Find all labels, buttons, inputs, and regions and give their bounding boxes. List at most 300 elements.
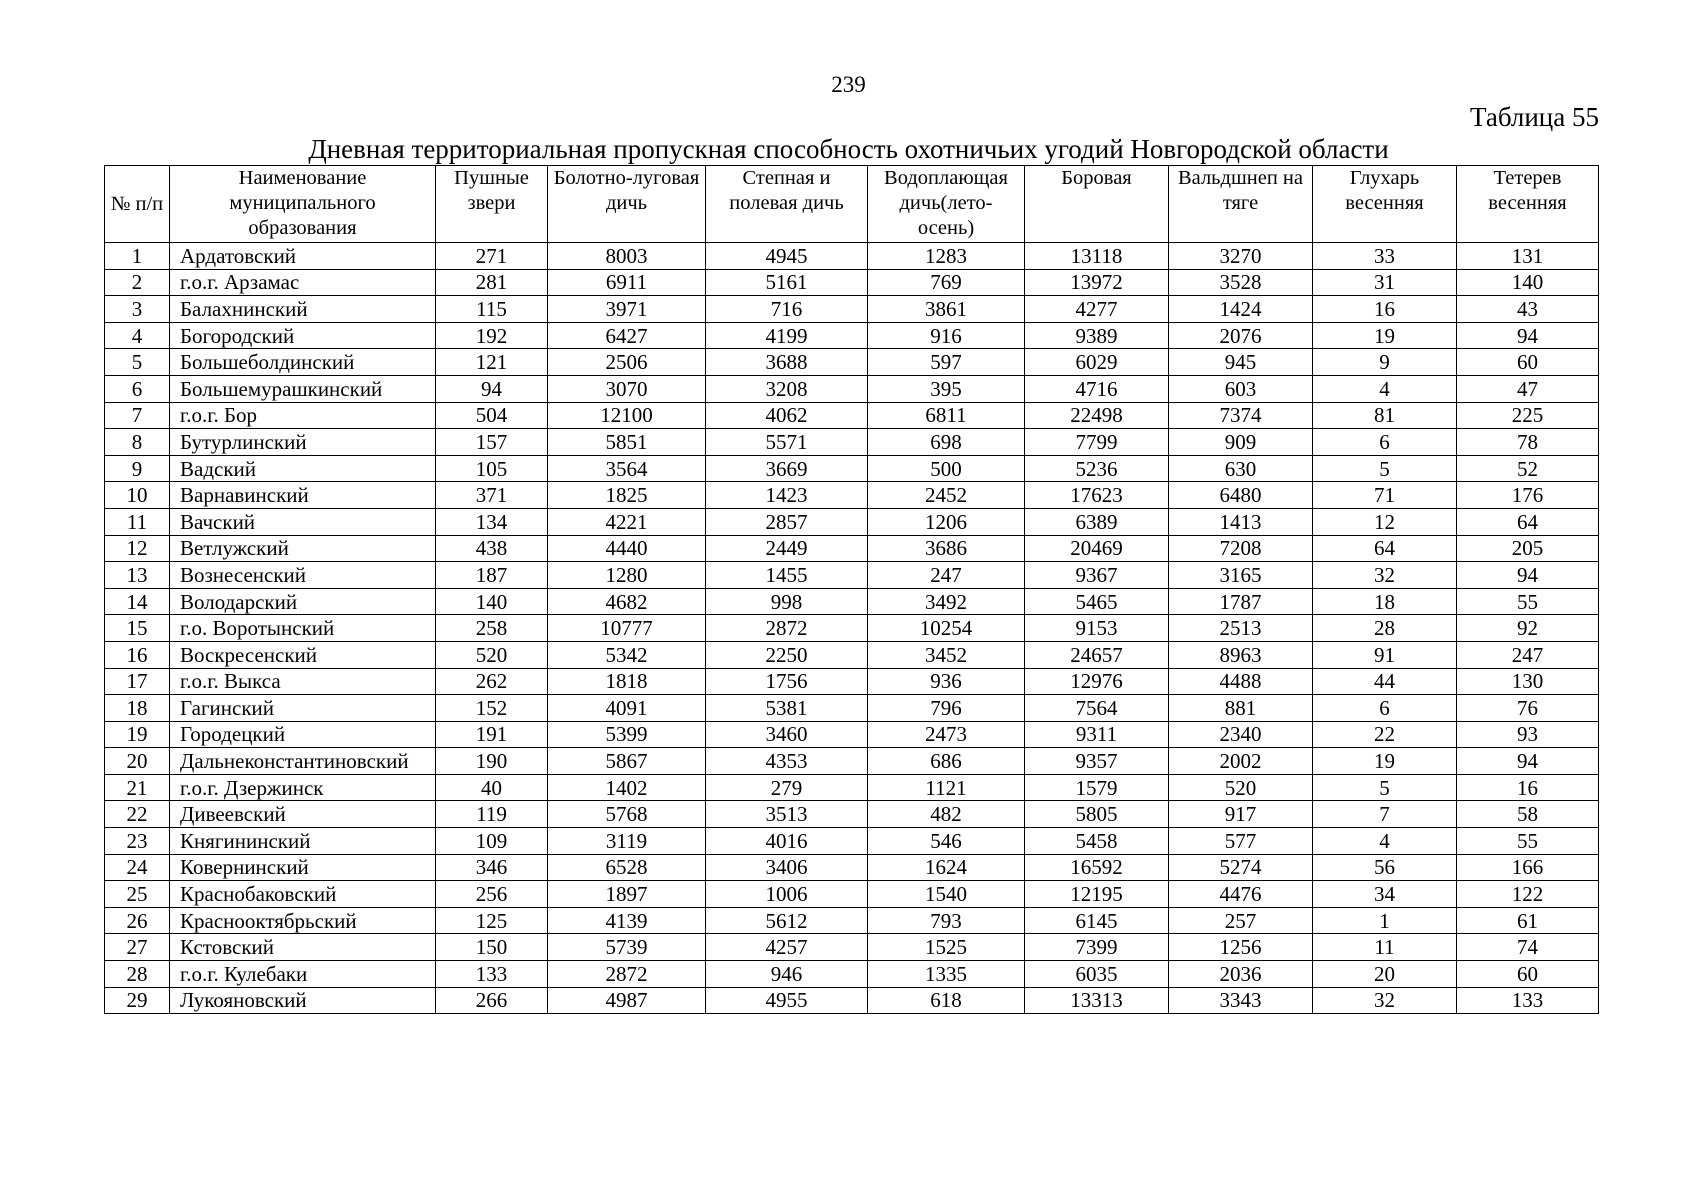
- table-label: Таблица 55: [1470, 102, 1599, 132]
- municipality-cell: г.о.г. Выкса: [170, 668, 436, 695]
- capercaillie-cell: 64: [1313, 535, 1457, 562]
- waterfowl-cell: 1121: [868, 774, 1025, 801]
- black-grouse-cell: 43: [1457, 296, 1599, 323]
- steppe-field-game-cell: 4353: [706, 748, 868, 775]
- black-grouse-cell: 60: [1457, 349, 1599, 376]
- header-steppe-field-game: Степная и полевая дичь: [706, 166, 868, 243]
- fur-animals-cell: 119: [436, 801, 548, 828]
- waterfowl-cell: 769: [868, 269, 1025, 296]
- black-grouse-cell: 93: [1457, 721, 1599, 748]
- capercaillie-cell: 22: [1313, 721, 1457, 748]
- woodcock-cell: 881: [1169, 695, 1313, 722]
- upland-game-cell: 22498: [1025, 402, 1169, 429]
- black-grouse-cell: 94: [1457, 322, 1599, 349]
- black-grouse-cell: 78: [1457, 429, 1599, 456]
- upland-game-cell: 20469: [1025, 535, 1169, 562]
- capercaillie-cell: 19: [1313, 748, 1457, 775]
- row-number-cell: 3: [105, 296, 170, 323]
- row-number-cell: 15: [105, 615, 170, 642]
- black-grouse-cell: 130: [1457, 668, 1599, 695]
- capercaillie-cell: 19: [1313, 322, 1457, 349]
- black-grouse-cell: 58: [1457, 801, 1599, 828]
- fur-animals-cell: 438: [436, 535, 548, 562]
- steppe-field-game-cell: 4062: [706, 402, 868, 429]
- capercaillie-cell: 71: [1313, 482, 1457, 509]
- table-row: [105, 801, 1599, 828]
- fur-animals-cell: 134: [436, 508, 548, 535]
- upland-game-cell: 5236: [1025, 455, 1169, 482]
- steppe-field-game-cell: 3208: [706, 375, 868, 402]
- steppe-field-game-cell: 3406: [706, 854, 868, 881]
- steppe-field-game-cell: 4199: [706, 322, 868, 349]
- municipality-cell: Краснобаковский: [170, 881, 436, 908]
- header-marsh-meadow-game: Болотно-луговая дичь: [548, 166, 706, 243]
- fur-animals-cell: 125: [436, 907, 548, 934]
- upland-game-cell: 7399: [1025, 934, 1169, 961]
- fur-animals-cell: 191: [436, 721, 548, 748]
- woodcock-cell: 4476: [1169, 881, 1313, 908]
- municipality-cell: Дивеевский: [170, 801, 436, 828]
- municipality-cell: Варнавинский: [170, 482, 436, 509]
- table-row: [105, 615, 1599, 642]
- marsh-meadow-game-cell: 2872: [548, 961, 706, 988]
- woodcock-cell: 2076: [1169, 322, 1313, 349]
- waterfowl-cell: 10254: [868, 615, 1025, 642]
- waterfowl-cell: 3861: [868, 296, 1025, 323]
- table-row: [105, 961, 1599, 988]
- black-grouse-cell: 247: [1457, 641, 1599, 668]
- woodcock-cell: 3528: [1169, 269, 1313, 296]
- steppe-field-game-cell: 2872: [706, 615, 868, 642]
- capercaillie-cell: 18: [1313, 588, 1457, 615]
- black-grouse-cell: 94: [1457, 562, 1599, 589]
- steppe-field-game-cell: 5571: [706, 429, 868, 456]
- fur-animals-cell: 105: [436, 455, 548, 482]
- black-grouse-cell: 133: [1457, 987, 1599, 1014]
- municipality-cell: Княгининский: [170, 828, 436, 855]
- waterfowl-cell: 1335: [868, 961, 1025, 988]
- woodcock-cell: 2002: [1169, 748, 1313, 775]
- capercaillie-cell: 1: [1313, 907, 1457, 934]
- table-row: [105, 508, 1599, 535]
- row-number-cell: 20: [105, 748, 170, 775]
- municipality-cell: Ветлужский: [170, 535, 436, 562]
- black-grouse-cell: 60: [1457, 961, 1599, 988]
- table-row: [105, 828, 1599, 855]
- black-grouse-cell: 225: [1457, 402, 1599, 429]
- marsh-meadow-game-cell: 4987: [548, 987, 706, 1014]
- capercaillie-cell: 12: [1313, 508, 1457, 535]
- fur-animals-cell: 266: [436, 987, 548, 1014]
- upland-game-cell: 5465: [1025, 588, 1169, 615]
- table-row: [105, 748, 1599, 775]
- steppe-field-game-cell: 3513: [706, 801, 868, 828]
- fur-animals-cell: 258: [436, 615, 548, 642]
- upland-game-cell: 9367: [1025, 562, 1169, 589]
- waterfowl-cell: 793: [868, 907, 1025, 934]
- steppe-field-game-cell: 3688: [706, 349, 868, 376]
- capercaillie-cell: 16: [1313, 296, 1457, 323]
- black-grouse-cell: 205: [1457, 535, 1599, 562]
- table-row: [105, 987, 1599, 1014]
- header-number: № п/п: [105, 166, 170, 243]
- steppe-field-game-cell: 4955: [706, 987, 868, 1014]
- waterfowl-cell: 500: [868, 455, 1025, 482]
- marsh-meadow-game-cell: 4682: [548, 588, 706, 615]
- fur-animals-cell: 192: [436, 322, 548, 349]
- fur-animals-cell: 40: [436, 774, 548, 801]
- row-number-cell: 14: [105, 588, 170, 615]
- header-woodcock: Вальдшнеп на тяге: [1169, 166, 1313, 243]
- black-grouse-cell: 131: [1457, 243, 1599, 270]
- woodcock-cell: 909: [1169, 429, 1313, 456]
- woodcock-cell: 1424: [1169, 296, 1313, 323]
- table-row: [105, 269, 1599, 296]
- waterfowl-cell: 1540: [868, 881, 1025, 908]
- upland-game-cell: 7564: [1025, 695, 1169, 722]
- row-number-cell: 13: [105, 562, 170, 589]
- steppe-field-game-cell: 4016: [706, 828, 868, 855]
- waterfowl-cell: 936: [868, 668, 1025, 695]
- waterfowl-cell: 1624: [868, 854, 1025, 881]
- upland-game-cell: 24657: [1025, 641, 1169, 668]
- black-grouse-cell: 55: [1457, 828, 1599, 855]
- table-row: [105, 296, 1599, 323]
- municipality-cell: Воскресенский: [170, 641, 436, 668]
- capercaillie-cell: 91: [1313, 641, 1457, 668]
- black-grouse-cell: 64: [1457, 508, 1599, 535]
- woodcock-cell: 945: [1169, 349, 1313, 376]
- waterfowl-cell: 3492: [868, 588, 1025, 615]
- marsh-meadow-game-cell: 4139: [548, 907, 706, 934]
- woodcock-cell: 4488: [1169, 668, 1313, 695]
- steppe-field-game-cell: 4257: [706, 934, 868, 961]
- municipality-cell: Большеболдинский: [170, 349, 436, 376]
- marsh-meadow-game-cell: 5768: [548, 801, 706, 828]
- table-body: [105, 243, 1599, 1014]
- municipality-cell: Вачский: [170, 508, 436, 535]
- waterfowl-cell: 3452: [868, 641, 1025, 668]
- row-number-cell: 2: [105, 269, 170, 296]
- fur-animals-cell: 262: [436, 668, 548, 695]
- fur-animals-cell: 346: [436, 854, 548, 881]
- header-black-grouse: Тетерев весенняя: [1457, 166, 1599, 243]
- black-grouse-cell: 92: [1457, 615, 1599, 642]
- upland-game-cell: 4716: [1025, 375, 1169, 402]
- table-row: [105, 562, 1599, 589]
- row-number-cell: 23: [105, 828, 170, 855]
- steppe-field-game-cell: 2449: [706, 535, 868, 562]
- steppe-field-game-cell: 716: [706, 296, 868, 323]
- marsh-meadow-game-cell: 5851: [548, 429, 706, 456]
- fur-animals-cell: 256: [436, 881, 548, 908]
- capercaillie-cell: 32: [1313, 562, 1457, 589]
- black-grouse-cell: 94: [1457, 748, 1599, 775]
- table-row: [105, 934, 1599, 961]
- black-grouse-cell: 166: [1457, 854, 1599, 881]
- woodcock-cell: 1413: [1169, 508, 1313, 535]
- header-upland-game: Боровая: [1025, 166, 1169, 243]
- upland-game-cell: 12976: [1025, 668, 1169, 695]
- row-number-cell: 4: [105, 322, 170, 349]
- marsh-meadow-game-cell: 8003: [548, 243, 706, 270]
- capercaillie-cell: 44: [1313, 668, 1457, 695]
- upland-game-cell: 6035: [1025, 961, 1169, 988]
- marsh-meadow-game-cell: 2506: [548, 349, 706, 376]
- row-number-cell: 29: [105, 987, 170, 1014]
- fur-animals-cell: 150: [436, 934, 548, 961]
- marsh-meadow-game-cell: 3119: [548, 828, 706, 855]
- steppe-field-game-cell: 279: [706, 774, 868, 801]
- upland-game-cell: 5805: [1025, 801, 1169, 828]
- marsh-meadow-game-cell: 1280: [548, 562, 706, 589]
- row-number-cell: 28: [105, 961, 170, 988]
- row-number-cell: 25: [105, 881, 170, 908]
- waterfowl-cell: 247: [868, 562, 1025, 589]
- capercaillie-cell: 56: [1313, 854, 1457, 881]
- table-row: [105, 881, 1599, 908]
- fur-animals-cell: 281: [436, 269, 548, 296]
- table-row: [105, 243, 1599, 270]
- row-number-cell: 18: [105, 695, 170, 722]
- table-title: Дневная территориальная пропускная способность охотничьих угодий Новгородской области: [308, 134, 1389, 164]
- row-number-cell: 24: [105, 854, 170, 881]
- woodcock-cell: 5274: [1169, 854, 1313, 881]
- municipality-cell: г.о. Воротынский: [170, 615, 436, 642]
- row-number-cell: 10: [105, 482, 170, 509]
- steppe-field-game-cell: 3669: [706, 455, 868, 482]
- woodcock-cell: 8963: [1169, 641, 1313, 668]
- header-waterfowl: Водоплающая дичь(лето-осень): [868, 166, 1025, 243]
- capercaillie-cell: 5: [1313, 455, 1457, 482]
- municipality-cell: г.о.г. Арзамас: [170, 269, 436, 296]
- table-row: [105, 641, 1599, 668]
- black-grouse-cell: 47: [1457, 375, 1599, 402]
- waterfowl-cell: 1206: [868, 508, 1025, 535]
- fur-animals-cell: 115: [436, 296, 548, 323]
- woodcock-cell: 630: [1169, 455, 1313, 482]
- fur-animals-cell: 140: [436, 588, 548, 615]
- waterfowl-cell: 482: [868, 801, 1025, 828]
- header-capercaillie: Глухарь весенняя: [1313, 166, 1457, 243]
- upland-game-cell: 13313: [1025, 987, 1169, 1014]
- hunting-capacity-table: [104, 165, 1599, 1014]
- marsh-meadow-game-cell: 6911: [548, 269, 706, 296]
- waterfowl-cell: 1525: [868, 934, 1025, 961]
- steppe-field-game-cell: 2857: [706, 508, 868, 535]
- steppe-field-game-cell: 998: [706, 588, 868, 615]
- marsh-meadow-game-cell: 6427: [548, 322, 706, 349]
- table-row: [105, 349, 1599, 376]
- steppe-field-game-cell: 1455: [706, 562, 868, 589]
- woodcock-cell: 7208: [1169, 535, 1313, 562]
- capercaillie-cell: 34: [1313, 881, 1457, 908]
- black-grouse-cell: 55: [1457, 588, 1599, 615]
- woodcock-cell: 2340: [1169, 721, 1313, 748]
- marsh-meadow-game-cell: 3971: [548, 296, 706, 323]
- row-number-cell: 16: [105, 641, 170, 668]
- woodcock-cell: 257: [1169, 907, 1313, 934]
- municipality-cell: г.о.г. Дзержинск: [170, 774, 436, 801]
- woodcock-cell: 917: [1169, 801, 1313, 828]
- table-header-row: [105, 166, 1599, 243]
- municipality-cell: Балахнинский: [170, 296, 436, 323]
- marsh-meadow-game-cell: 5399: [548, 721, 706, 748]
- waterfowl-cell: 3686: [868, 535, 1025, 562]
- capercaillie-cell: 33: [1313, 243, 1457, 270]
- woodcock-cell: 1787: [1169, 588, 1313, 615]
- capercaillie-cell: 28: [1313, 615, 1457, 642]
- steppe-field-game-cell: 5612: [706, 907, 868, 934]
- marsh-meadow-game-cell: 3564: [548, 455, 706, 482]
- marsh-meadow-game-cell: 10777: [548, 615, 706, 642]
- marsh-meadow-game-cell: 5739: [548, 934, 706, 961]
- black-grouse-cell: 122: [1457, 881, 1599, 908]
- upland-game-cell: 6389: [1025, 508, 1169, 535]
- capercaillie-cell: 20: [1313, 961, 1457, 988]
- steppe-field-game-cell: 3460: [706, 721, 868, 748]
- row-number-cell: 7: [105, 402, 170, 429]
- fur-animals-cell: 190: [436, 748, 548, 775]
- row-number-cell: 5: [105, 349, 170, 376]
- municipality-cell: Ковернинский: [170, 854, 436, 881]
- marsh-meadow-game-cell: 4091: [548, 695, 706, 722]
- table-row: [105, 402, 1599, 429]
- row-number-cell: 22: [105, 801, 170, 828]
- upland-game-cell: 6145: [1025, 907, 1169, 934]
- steppe-field-game-cell: 1423: [706, 482, 868, 509]
- woodcock-cell: 7374: [1169, 402, 1313, 429]
- row-number-cell: 21: [105, 774, 170, 801]
- page-number: 239: [831, 72, 866, 97]
- row-number-cell: 19: [105, 721, 170, 748]
- municipality-cell: Вадский: [170, 455, 436, 482]
- woodcock-cell: 2036: [1169, 961, 1313, 988]
- upland-game-cell: 9311: [1025, 721, 1169, 748]
- fur-animals-cell: 504: [436, 402, 548, 429]
- upland-game-cell: 16592: [1025, 854, 1169, 881]
- row-number-cell: 12: [105, 535, 170, 562]
- fur-animals-cell: 271: [436, 243, 548, 270]
- municipality-cell: Ардатовский: [170, 243, 436, 270]
- row-number-cell: 1: [105, 243, 170, 270]
- capercaillie-cell: 6: [1313, 695, 1457, 722]
- upland-game-cell: 9153: [1025, 615, 1169, 642]
- table-row: [105, 721, 1599, 748]
- municipality-cell: Городецкий: [170, 721, 436, 748]
- black-grouse-cell: 140: [1457, 269, 1599, 296]
- woodcock-cell: 1256: [1169, 934, 1313, 961]
- fur-animals-cell: 157: [436, 429, 548, 456]
- row-number-cell: 27: [105, 934, 170, 961]
- table-row: [105, 588, 1599, 615]
- marsh-meadow-game-cell: 4221: [548, 508, 706, 535]
- marsh-meadow-game-cell: 1402: [548, 774, 706, 801]
- upland-game-cell: 4277: [1025, 296, 1169, 323]
- waterfowl-cell: 546: [868, 828, 1025, 855]
- steppe-field-game-cell: 2250: [706, 641, 868, 668]
- fur-animals-cell: 94: [436, 375, 548, 402]
- woodcock-cell: 603: [1169, 375, 1313, 402]
- upland-game-cell: 9389: [1025, 322, 1169, 349]
- upland-game-cell: 9357: [1025, 748, 1169, 775]
- waterfowl-cell: 916: [868, 322, 1025, 349]
- steppe-field-game-cell: 946: [706, 961, 868, 988]
- municipality-cell: Богородский: [170, 322, 436, 349]
- woodcock-cell: 6480: [1169, 482, 1313, 509]
- row-number-cell: 9: [105, 455, 170, 482]
- steppe-field-game-cell: 5381: [706, 695, 868, 722]
- municipality-cell: г.о.г. Бор: [170, 402, 436, 429]
- upland-game-cell: 13972: [1025, 269, 1169, 296]
- municipality-cell: Бутурлинский: [170, 429, 436, 456]
- header-fur-animals: Пушные звери: [436, 166, 548, 243]
- marsh-meadow-game-cell: 3070: [548, 375, 706, 402]
- steppe-field-game-cell: 1756: [706, 668, 868, 695]
- table-row: [105, 668, 1599, 695]
- upland-game-cell: 5458: [1025, 828, 1169, 855]
- table-row: [105, 907, 1599, 934]
- waterfowl-cell: 2452: [868, 482, 1025, 509]
- municipality-cell: Лукояновский: [170, 987, 436, 1014]
- row-number-cell: 8: [105, 429, 170, 456]
- black-grouse-cell: 176: [1457, 482, 1599, 509]
- capercaillie-cell: 4: [1313, 828, 1457, 855]
- black-grouse-cell: 61: [1457, 907, 1599, 934]
- waterfowl-cell: 6811: [868, 402, 1025, 429]
- municipality-cell: Краснооктябрьский: [170, 907, 436, 934]
- upland-game-cell: 13118: [1025, 243, 1169, 270]
- row-number-cell: 6: [105, 375, 170, 402]
- table-row: [105, 322, 1599, 349]
- fur-animals-cell: 371: [436, 482, 548, 509]
- table-row: [105, 854, 1599, 881]
- upland-game-cell: 6029: [1025, 349, 1169, 376]
- table-row: [105, 429, 1599, 456]
- fur-animals-cell: 187: [436, 562, 548, 589]
- fur-animals-cell: 121: [436, 349, 548, 376]
- waterfowl-cell: 395: [868, 375, 1025, 402]
- table-row: [105, 535, 1599, 562]
- woodcock-cell: 520: [1169, 774, 1313, 801]
- waterfowl-cell: 597: [868, 349, 1025, 376]
- upland-game-cell: 17623: [1025, 482, 1169, 509]
- municipality-cell: Вознесенский: [170, 562, 436, 589]
- black-grouse-cell: 52: [1457, 455, 1599, 482]
- upland-game-cell: 1579: [1025, 774, 1169, 801]
- marsh-meadow-game-cell: 12100: [548, 402, 706, 429]
- woodcock-cell: 577: [1169, 828, 1313, 855]
- municipality-cell: Большемурашкинский: [170, 375, 436, 402]
- marsh-meadow-game-cell: 4440: [548, 535, 706, 562]
- municipality-cell: Володарский: [170, 588, 436, 615]
- municipality-cell: Гагинский: [170, 695, 436, 722]
- waterfowl-cell: 618: [868, 987, 1025, 1014]
- municipality-cell: Кстовский: [170, 934, 436, 961]
- marsh-meadow-game-cell: 5867: [548, 748, 706, 775]
- row-number-cell: 26: [105, 907, 170, 934]
- waterfowl-cell: 686: [868, 748, 1025, 775]
- upland-game-cell: 12195: [1025, 881, 1169, 908]
- woodcock-cell: 3270: [1169, 243, 1313, 270]
- black-grouse-cell: 76: [1457, 695, 1599, 722]
- steppe-field-game-cell: 5161: [706, 269, 868, 296]
- waterfowl-cell: 1283: [868, 243, 1025, 270]
- fur-animals-cell: 152: [436, 695, 548, 722]
- marsh-meadow-game-cell: 5342: [548, 641, 706, 668]
- waterfowl-cell: 796: [868, 695, 1025, 722]
- table-row: [105, 695, 1599, 722]
